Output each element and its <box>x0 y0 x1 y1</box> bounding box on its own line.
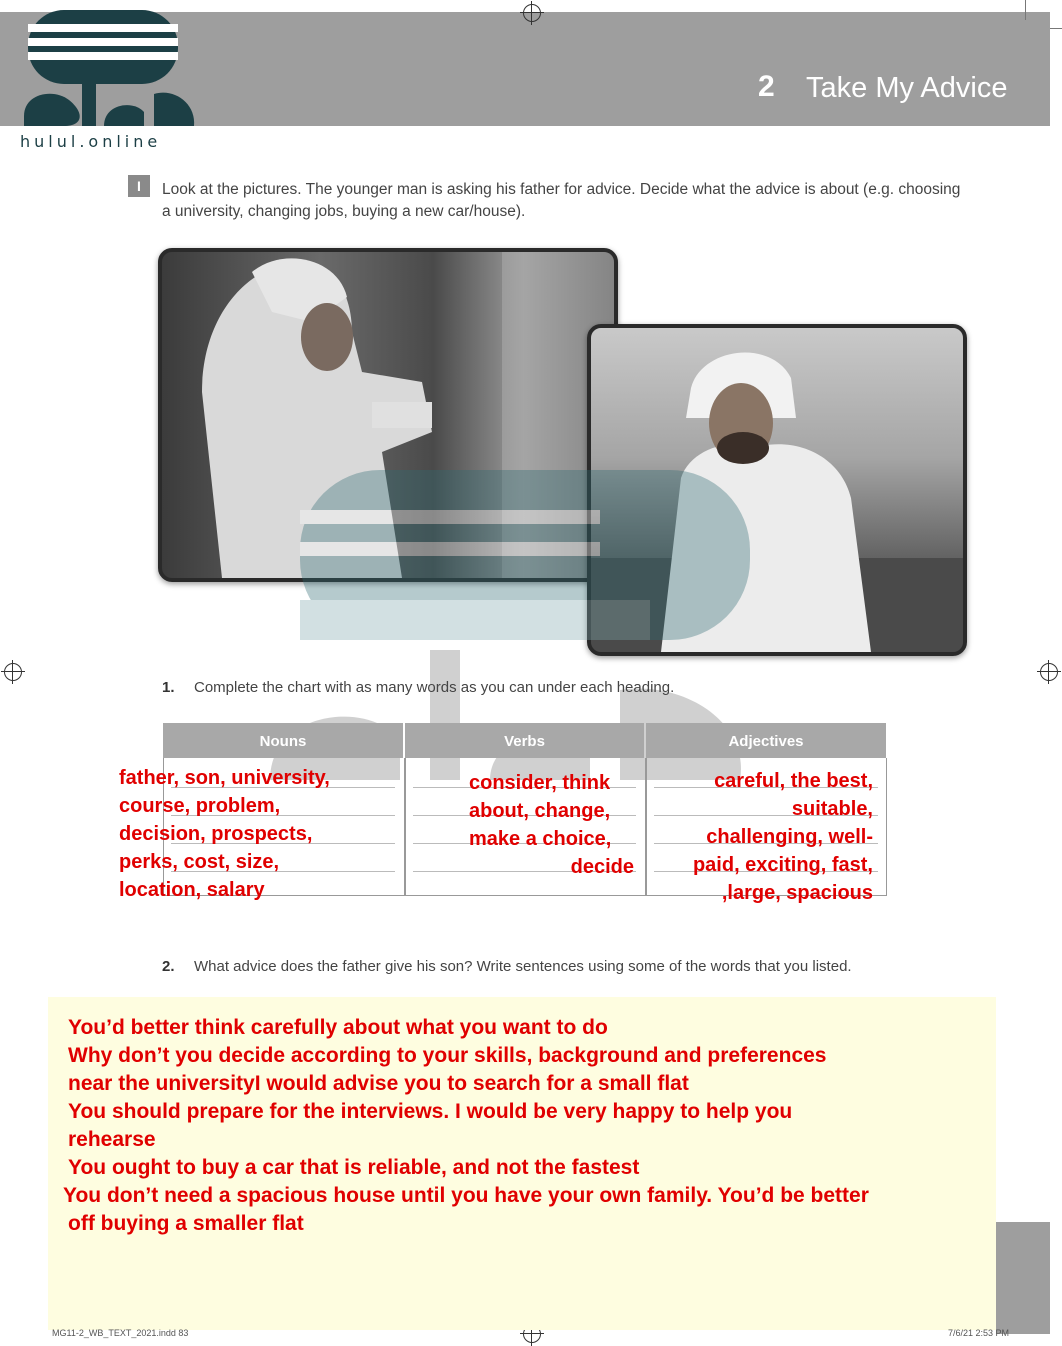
father-figure <box>162 252 614 578</box>
question-1-text: Complete the chart with as many words as you can under each heading. <box>194 679 675 696</box>
verbs-answer-line: decide <box>570 856 634 878</box>
son-photo <box>587 324 967 656</box>
nouns-answer-line: perks, cost, size, <box>119 851 280 873</box>
crop-mark <box>1025 0 1026 20</box>
answer-line: Why don’t you decide according to your skills, background and preferences <box>68 1044 827 1067</box>
nouns-answer-line: course, problem, <box>119 795 281 817</box>
nouns-answer-line: decision, prospects, <box>119 823 313 845</box>
section-instruction: Look at the pictures. The younger man is asking his father for advice. Decide what the advice is about (e.g. choosing a university, changing jobs, buying a new car/house). <box>162 181 961 220</box>
answer-line: near the universityI would advise you to search for a small flat <box>68 1072 689 1095</box>
nouns-answer <box>119 764 330 904</box>
answer-line: You ought to buy a car that is reliable, and not the fastest <box>68 1156 640 1179</box>
registration-mark-right <box>1040 663 1058 681</box>
section-marker: I <box>128 175 150 197</box>
header-verbs: Verbs <box>405 723 644 758</box>
answer-line: You should prepare for the interviews. I would be very happy to help you <box>68 1100 793 1123</box>
adjectives-answer-line: paid, exciting, fast, <box>692 854 873 876</box>
verbs-answer-line: about, change, <box>469 800 611 822</box>
answer-line: rehearse <box>68 1128 156 1151</box>
footer-timestamp: 7/6/21 2:53 PM <box>948 1328 1010 1338</box>
registration-mark-top <box>523 4 541 22</box>
father-photo <box>158 248 618 582</box>
verbs-answer <box>469 769 634 881</box>
header-adjectives: Adjectives <box>646 723 886 758</box>
verbs-answer-line: make a choice, <box>469 828 612 850</box>
nouns-answer-line: father, son, university, <box>119 767 330 789</box>
crop-mark <box>1050 28 1062 29</box>
unit-title: Take My Advice <box>806 72 1008 104</box>
adjectives-answer-line: challenging, well- <box>706 826 873 848</box>
question-2-number: 2. <box>162 958 175 975</box>
nouns-answer-line: location, salary <box>119 879 265 901</box>
header-nouns: Nouns <box>163 723 403 758</box>
son-figure <box>591 328 963 652</box>
adjectives-answer-line: careful, the best, <box>714 770 873 792</box>
question-2-text: What advice does the father give his son? Write sentences using some of the words that you listed. <box>194 958 852 975</box>
verbs-answer-line: consider, think <box>469 772 611 794</box>
footer-file-info: MG11-2_WB_TEXT_2021.indd 83 <box>52 1328 189 1338</box>
question-1-number: 1. <box>162 679 175 696</box>
adjectives-answer-line: ,large, spacious <box>721 882 873 904</box>
logo-subtitle: hulul.online <box>20 132 162 151</box>
unit-number: 2 <box>758 70 775 103</box>
answer-line: off buying a smaller flat <box>68 1212 304 1235</box>
answer-line: You don’t need a spacious house until you have your own family. You’d be better <box>63 1184 869 1207</box>
registration-mark-left <box>4 663 22 681</box>
page-tab <box>996 1222 1050 1334</box>
adjectives-answer <box>660 767 873 907</box>
answer-line: You’d better think carefully about what you want to do <box>68 1016 608 1039</box>
adjectives-answer-line: suitable, <box>791 798 873 820</box>
